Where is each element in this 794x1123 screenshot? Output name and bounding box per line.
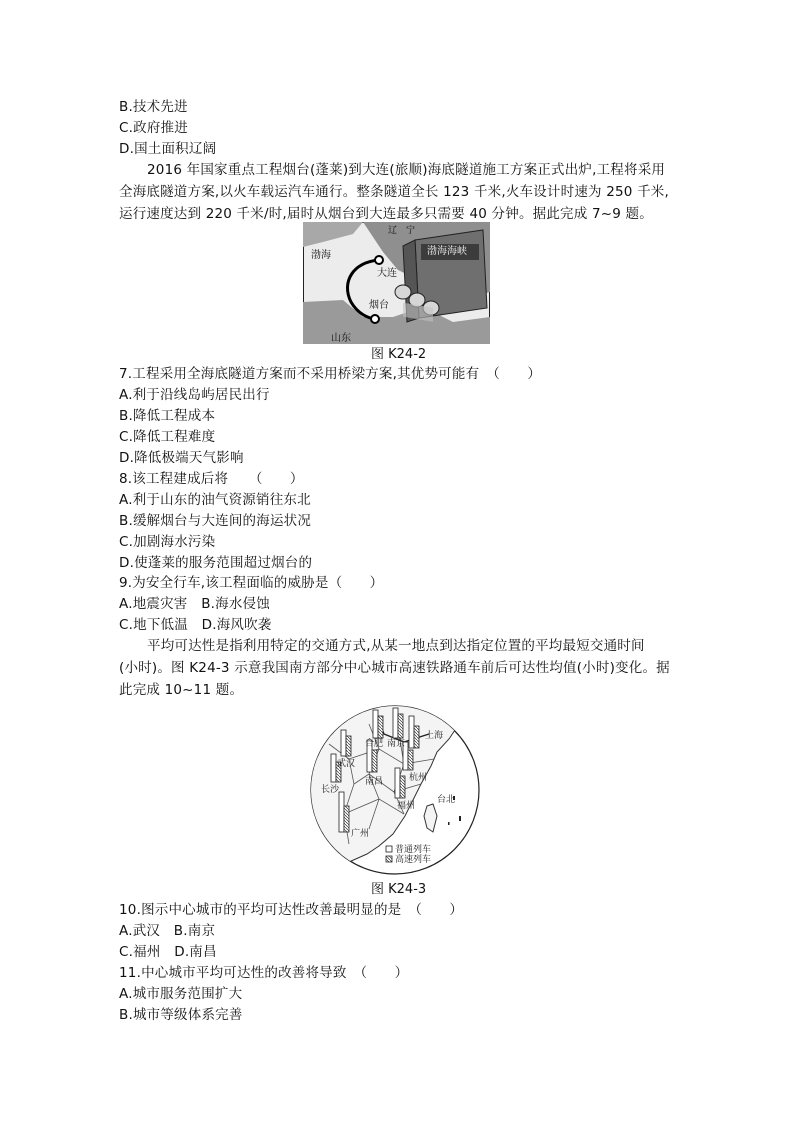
q8-stem: 8.该工程建成后将 （ ） — [119, 471, 304, 487]
option-c-gov: C.政府推进 — [119, 120, 188, 136]
city-hefei: 合肥 — [365, 739, 384, 749]
q7-option-a: A.利于沿线岛屿居民出行 — [119, 387, 270, 403]
strait-label: 渤海海峡 — [427, 246, 467, 257]
city-shanghai: 上海 — [425, 731, 444, 741]
yantai-label: 烟台 — [369, 300, 389, 311]
city-taipei: 台北 — [437, 795, 456, 805]
passage2-line1: 平均可达性是指利用特定的交通方式,从某一地点到达指定位置的平均最短交通时间 — [147, 638, 645, 654]
shandong-label: 山东 — [331, 333, 351, 344]
yantai-marker — [371, 315, 379, 323]
dalian-marker — [375, 256, 383, 264]
figure2-caption: 图 K24-3 — [371, 882, 427, 897]
city-guangzhou: 广州 — [351, 829, 370, 839]
city-nanchang: 南昌 — [365, 777, 384, 787]
q7-option-b: B.降低工程成本 — [119, 408, 216, 424]
passage2-line2: (小时)。图 K24-3 示意我国南方部分中心城市高速铁路通车前后可达性均值(小时)变化。据 — [119, 660, 670, 676]
q11-option-b: B.城市等级体系完善 — [119, 1007, 243, 1023]
city-hangzhou: 杭州 — [409, 773, 428, 783]
option-b-tech: B.技术先进 — [119, 99, 188, 115]
legend-highspeed: 高速列车 — [395, 855, 432, 865]
legend-highspeed-swatch — [386, 856, 392, 862]
dalian-label: 大连 — [377, 268, 397, 279]
city-changsha: 长沙 — [321, 785, 340, 795]
legend-ordinary-swatch — [386, 846, 392, 852]
q8-option-a: A.利于山东的油气资源销往东北 — [119, 492, 311, 508]
q11-stem: 11.中心城市平均可达性的改善将导致 （ ） — [119, 965, 409, 981]
passage1-line1: 2016 年国家重点工程烟台(蓬莱)到大连(旅顺)海底隧道施工方案正式出炉,工程将采用 — [147, 162, 666, 178]
q8-option-d: D.使蓬莱的服务范围超过烟台的 — [119, 555, 313, 571]
q10-options-cd: C.福州 D.南昌 — [119, 944, 217, 960]
q11-option-a: A.城市服务范围扩大 — [119, 986, 243, 1002]
liaoning-label: 辽 宁 — [388, 226, 416, 236]
city-fuzhou: 福州 — [397, 801, 416, 811]
bohai-label: 渤海 — [311, 250, 331, 261]
q7-option-d: D.降低极端天气影响 — [119, 450, 244, 466]
q7-option-c: C.降低工程难度 — [119, 429, 216, 445]
passage1-line3: 运行速度达到 220 千米/时,届时从烟台到大连最多只需要 40 分钟。据此完成 7~9 题。 — [119, 206, 653, 222]
figure-tunnel-map — [303, 222, 490, 344]
figure1-caption: 图 K24-2 — [371, 347, 427, 362]
city-nanjing: 南京 — [387, 739, 406, 749]
option-d-territory: D.国土面积辽阔 — [119, 141, 217, 157]
passage1-line2: 全海底隧道方案,以火车载运汽车通行。整条隧道全长 123 千米,火车设计时速为 250 千米, — [119, 184, 669, 200]
q7-stem: 7.工程采用全海底隧道方案而不采用桥梁方案,其优势可能有 （ ） — [119, 366, 542, 382]
city-wuhan: 武汉 — [337, 759, 356, 769]
tunnel-cross-section-icon — [395, 230, 487, 322]
figure-accessibility-map — [309, 704, 481, 876]
q9-options-cd: C.地下低温 D.海风吹袭 — [119, 617, 272, 633]
q9-options-ab: A.地震灾害 B.海水侵蚀 — [119, 596, 270, 612]
passage2-line3: 此完成 10~11 题。 — [119, 682, 244, 698]
q8-option-b: B.缓解烟台与大连间的海运状况 — [119, 513, 312, 529]
q10-stem: 10.图示中心城市的平均可达性改善最明显的是 （ ） — [119, 902, 464, 918]
legend-ordinary: 普通列车 — [395, 845, 432, 855]
q8-option-c: C.加剧海水污染 — [119, 534, 216, 550]
q9-stem: 9.为安全行车,该工程面临的威胁是（ ） — [119, 575, 384, 591]
q10-options-ab: A.武汉 B.南京 — [119, 923, 216, 939]
